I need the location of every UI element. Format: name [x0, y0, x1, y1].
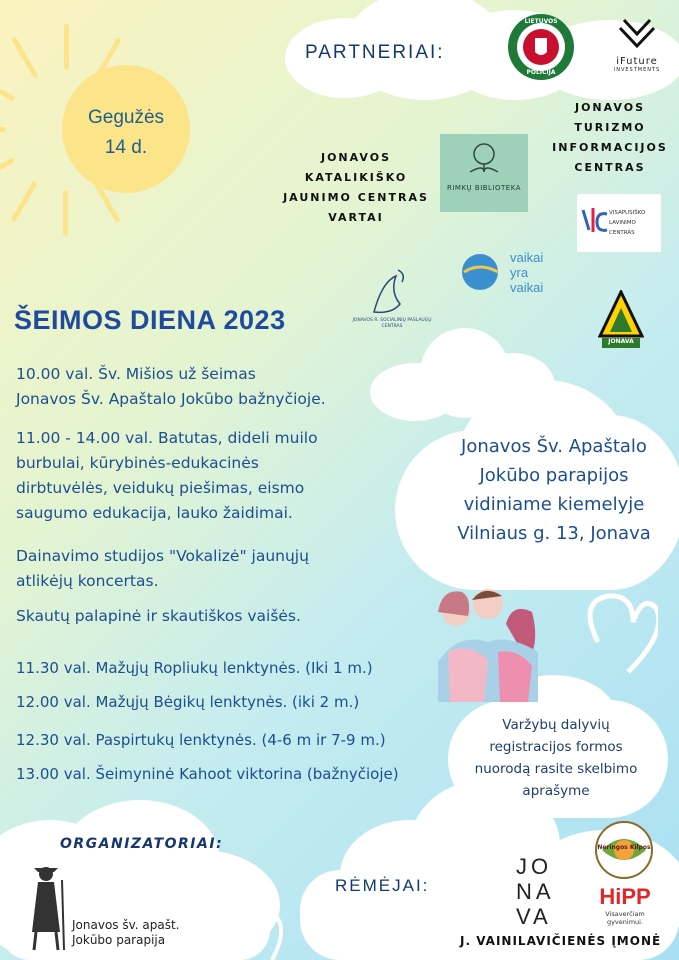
- registration-note: Varžybų dalyvių registracijos formos nuorodą rasite skelbimo aprašyme: [474, 717, 638, 799]
- globe-icon: [458, 248, 506, 296]
- library-name: RIMKŲ BIBLIOTEKA: [446, 184, 521, 192]
- race-item: 12.30 val. Paspirtukų lenktynės. (4-6 m ir 7-9 m.): [16, 731, 386, 749]
- program-item: 10.00 val. Šv. Mišios už šeimas Jonavos Šv. Apaštalo Jokūbo bažnyčioje.: [16, 365, 326, 408]
- organizer-name: Jonavos šv. apašt. Jokūbo parapija: [72, 918, 180, 947]
- event-title: ŠEIMOS DIENA 2023: [14, 305, 286, 335]
- organizers-heading: ORGANIZATORIAI:: [60, 836, 224, 852]
- social-center-logo: [352, 252, 432, 332]
- event-date: [62, 103, 190, 163]
- sponsors-heading: RĖMĖJAI:: [335, 876, 430, 895]
- policija-top-text: LIETUVOS: [524, 18, 558, 25]
- library-logo: [440, 134, 528, 212]
- event-location: Jonavos Šv. Apaštalo Jokūbo parapijos vidiniame kiemelyje Vilniaus g. 13, Jonava: [457, 436, 651, 544]
- pub-logo-text: Neringos Kilpos: [597, 844, 651, 851]
- social-center-name: JONAVOS R. SOCIALINIŲ PASLAUGŲ CENTRAS: [352, 318, 432, 329]
- ifuture-logo: [604, 12, 670, 86]
- ifuture-name: iFuture: [616, 56, 658, 67]
- pub-logo: [590, 820, 658, 880]
- heart-outline-icon: [218, 900, 288, 960]
- heart-outline-icon: [590, 596, 658, 672]
- hipp-slogan: Visaverčiam gyvenimui.: [605, 910, 645, 926]
- hipp-logo: [588, 884, 662, 926]
- education-center-logo: VISAPUSIŠKO LAVINIMO CENTRAS: [577, 194, 661, 252]
- program-item: 11.00 - 14.00 val. Batutas, dideli muilo burbulai, kūrybinės-edukacinės dirbtuvėlės, veidukų piešimas, eismo saugumo edukacija, lauko žaidimai.: [16, 429, 318, 522]
- scouts-name: JONAVA: [608, 338, 634, 345]
- ifuture-sub: INVESTMENTS: [613, 67, 661, 73]
- tourism-center-text: JONAVOS TURIZMO INFORMACIJOS CENTRAS: [552, 101, 668, 174]
- youth-center-text: JONAVOS KATALIKIŠKO JAUNIMO CENTRAS VARTAI: [283, 151, 429, 224]
- program-item: Skautų palapinė ir skautiškos vaišės.: [16, 607, 301, 625]
- jonava-logo: JO NA VA: [516, 854, 555, 929]
- race-item: 12.00 val. Mažųjų Bėgikų lenktynės. (iki 2 m.): [16, 693, 360, 711]
- event-month: Gegužės: [87, 107, 165, 128]
- race-item: 13.00 val. Šeimyninė Kahoot viktorina (bažnyčioje): [16, 765, 399, 783]
- sponsor-company: J. VAINILAVIČIENĖS ĮMONĖ: [460, 934, 662, 948]
- vaikai-logo: vaikai yra vaikai: [458, 248, 568, 310]
- book-tree-icon: [440, 134, 528, 184]
- race-item: 11.30 val. Mažųjų Ropliukų lenktynės. (Iki 1 m.): [16, 659, 373, 677]
- program-item: Dainavimo studijos "Vokalizė" jaunųjų atlikėjų koncertas.: [16, 547, 309, 590]
- ifuture-icon: [604, 12, 670, 52]
- family-illustration: [428, 582, 658, 722]
- hipp-name: HiPP: [599, 884, 651, 909]
- pilgrim-figure-icon: [20, 862, 72, 952]
- partners-heading: PARTNERIAI:: [305, 42, 445, 63]
- vlc-icon: [579, 194, 609, 252]
- policija-logo: [506, 12, 576, 82]
- policija-bottom-text: POLICIJA: [526, 69, 556, 76]
- event-day: 14 d.: [104, 137, 148, 158]
- scouts-logo: [598, 290, 644, 352]
